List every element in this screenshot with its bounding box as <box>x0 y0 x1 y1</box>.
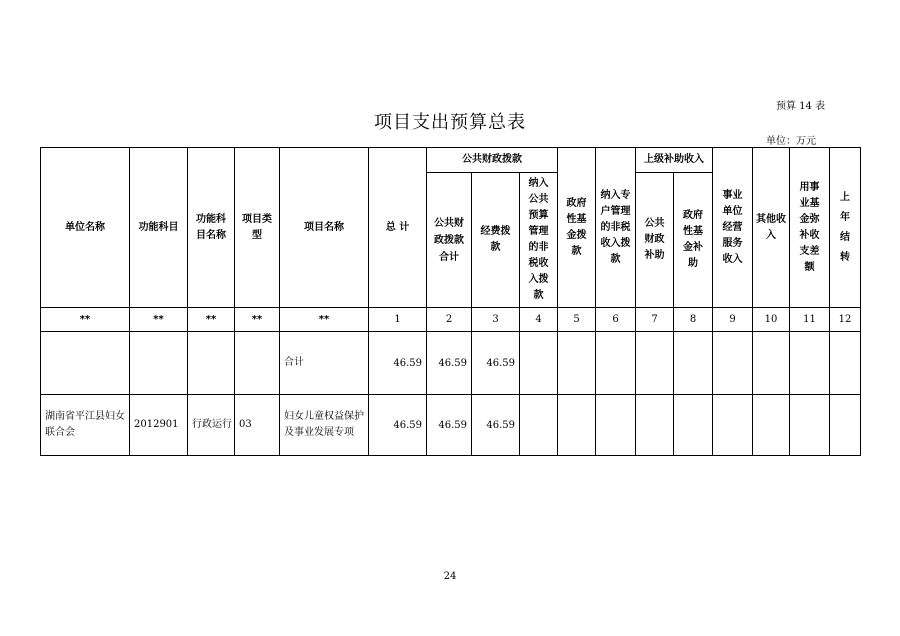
index-cell: 11 <box>790 308 830 332</box>
header-project-type: 项目类型 <box>235 148 280 308</box>
header-public-total: 公共财政拨款合计 <box>427 173 472 308</box>
index-cell: 1 <box>369 308 427 332</box>
cell-project: 合计 <box>280 332 369 395</box>
cell-func-name: 行政运行 <box>188 395 235 456</box>
cell-funding: 46.59 <box>472 395 520 456</box>
cell-empty <box>636 332 674 395</box>
cell-empty <box>713 395 753 456</box>
cell-funding: 46.59 <box>472 332 520 395</box>
cell-func-code: 2012901 <box>130 395 188 456</box>
index-cell: 7 <box>636 308 674 332</box>
page-title: 项目支出预算总表 <box>374 112 526 133</box>
table-code: 预算 14 表 <box>776 101 826 112</box>
index-cell: 5 <box>558 308 596 332</box>
cell-unit: 湖南省平江县妇女联合会 <box>41 395 130 456</box>
cell-empty <box>674 395 713 456</box>
index-row <box>41 308 861 332</box>
cell-total: 46.59 <box>369 395 427 456</box>
cell-empty <box>520 332 558 395</box>
cell-empty <box>713 332 753 395</box>
cell-empty <box>753 395 790 456</box>
cell-type <box>235 332 280 395</box>
table-row-total <box>41 332 861 395</box>
header-group-public-funding: 公共财政拨款 <box>427 148 558 173</box>
header-project-name: 项目名称 <box>280 148 369 308</box>
page-number: 24 <box>443 571 457 582</box>
header-special-account-nontax: 纳入专户管理的非税收入拨款 <box>596 148 636 308</box>
header-prior-carryover: 上年结转 <box>830 148 861 308</box>
index-cell: ** <box>41 308 130 332</box>
header-funding: 经费拨款 <box>472 173 520 308</box>
header-budget-nontax: 纳入公共预算管理的非税收入拨款 <box>520 173 558 308</box>
cell-empty <box>636 395 674 456</box>
cell-empty <box>520 395 558 456</box>
cell-empty <box>830 395 861 456</box>
header-func-name: 功能科目名称 <box>188 148 235 308</box>
header-gov-fund: 政府性基金拨款 <box>558 148 596 308</box>
cell-empty <box>790 395 830 456</box>
cell-func-name <box>188 332 235 395</box>
cell-total: 46.59 <box>369 332 427 395</box>
header-public-subsidy: 公共财政补助 <box>636 173 674 308</box>
index-cell: 8 <box>674 308 713 332</box>
index-cell: ** <box>235 308 280 332</box>
index-cell: 9 <box>713 308 753 332</box>
cell-func-code <box>130 332 188 395</box>
header-other-income: 其他收入 <box>753 148 790 308</box>
index-cell: 12 <box>830 308 861 332</box>
cell-empty <box>596 332 636 395</box>
header-unit-name: 单位名称 <box>41 148 130 308</box>
index-cell: 3 <box>472 308 520 332</box>
cell-public-total: 46.59 <box>427 332 472 395</box>
cell-empty <box>830 332 861 395</box>
budget-table <box>40 147 861 456</box>
cell-project: 妇女儿童权益保护及事业发展专项 <box>280 395 369 456</box>
index-cell: 6 <box>596 308 636 332</box>
index-cell: ** <box>188 308 235 332</box>
header-group-superior-subsidy: 上级补助收入 <box>636 148 713 173</box>
cell-empty <box>753 332 790 395</box>
cell-type: 03 <box>235 395 280 456</box>
header-operating-income: 事业单位经营服务收入 <box>713 148 753 308</box>
cell-unit <box>41 332 130 395</box>
index-cell: 10 <box>753 308 790 332</box>
cell-empty <box>790 332 830 395</box>
header-fund-subsidy: 政府性基金补助 <box>674 173 713 308</box>
header-func-code: 功能科目 <box>130 148 188 308</box>
unit-label: 单位：万元 <box>766 136 816 147</box>
header-career-fund: 用事业基金弥补收支差额 <box>790 148 830 308</box>
index-cell: 4 <box>520 308 558 332</box>
table-row-item <box>41 395 861 456</box>
index-cell: ** <box>130 308 188 332</box>
index-cell: 2 <box>427 308 472 332</box>
cell-empty <box>558 332 596 395</box>
cell-empty <box>558 395 596 456</box>
index-cell: ** <box>280 308 369 332</box>
cell-public-total: 46.59 <box>427 395 472 456</box>
cell-empty <box>596 395 636 456</box>
header-total: 总 计 <box>369 148 427 308</box>
cell-empty <box>674 332 713 395</box>
